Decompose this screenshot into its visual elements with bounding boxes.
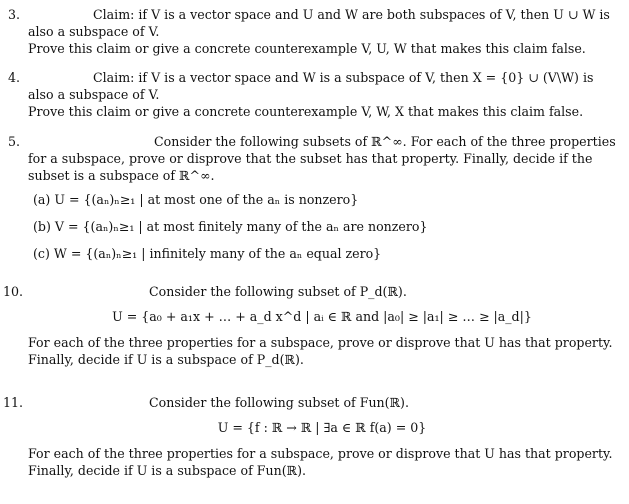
problem-intro: Consider the following subsets of ℝ^∞. For each of the three properties for a subspace, prove or disprove that the subset has that property. Finally, decide if the subset is a subspace of ℝ^∞.: [28, 134, 616, 183]
problem-intro: Consider the following subset of Fun(ℝ).: [149, 395, 409, 410]
display-equation: U = {f : ℝ → ℝ | ∃a ∈ ℝ f(a) = 0}: [217, 420, 427, 435]
problem-task: Prove this claim or give a concrete counterexample V, W, X that makes this claim false.: [28, 104, 584, 119]
problem-number: 5.: [8, 134, 21, 149]
problem-11: [0, 394, 629, 479]
display-equation: U = {a₀ + a₁x + … + a_d x^d | aᵢ ∈ ℝ and |a₀| ≥ |a₁| ≥ … ≥ |a_d|}: [112, 309, 532, 324]
problem-5: [0, 133, 629, 262]
problem-part-a: (a) U = {(aₙ)ₙ≥₁ | at most one of the aₙ is nonzero}: [33, 192, 359, 207]
problem-part-c: (c) W = {(aₙ)ₙ≥₁ | infinitely many of the aₙ equal zero}: [33, 246, 382, 261]
problem-tail: For each of the three properties for a subspace, prove or disprove that U has that property. Finally, decide if U is a subspace of P_d(ℝ).: [28, 335, 613, 367]
problem-number: 3.: [8, 7, 21, 22]
problem-task: Prove this claim or give a concrete counterexample V, U, W that makes this claim false.: [28, 41, 586, 56]
problem-number: 10.: [3, 284, 24, 299]
problem-claim: Claim: if V is a vector space and W is a subspace of V, then X = {0} ∪ (V\W) is also a subspace of V.: [28, 70, 594, 102]
problem-3: [0, 6, 629, 57]
problem-10: [0, 283, 629, 368]
problem-intro: Consider the following subset of P_d(ℝ).: [149, 284, 407, 299]
problem-part-b: (b) V = {(aₙ)ₙ≥₁ | at most finitely many of the aₙ are nonzero}: [33, 219, 428, 234]
problem-4: [0, 69, 629, 120]
problem-number: 4.: [8, 70, 21, 85]
problem-number: 11.: [3, 395, 24, 410]
problem-tail: For each of the three properties for a subspace, prove or disprove that U has that property. Finally, decide if U is a subspace of Fun(ℝ).: [28, 446, 613, 478]
problem-claim: Claim: if V is a vector space and U and W are both subspaces of V, then U ∪ W is also a subspace of V.: [28, 7, 610, 39]
